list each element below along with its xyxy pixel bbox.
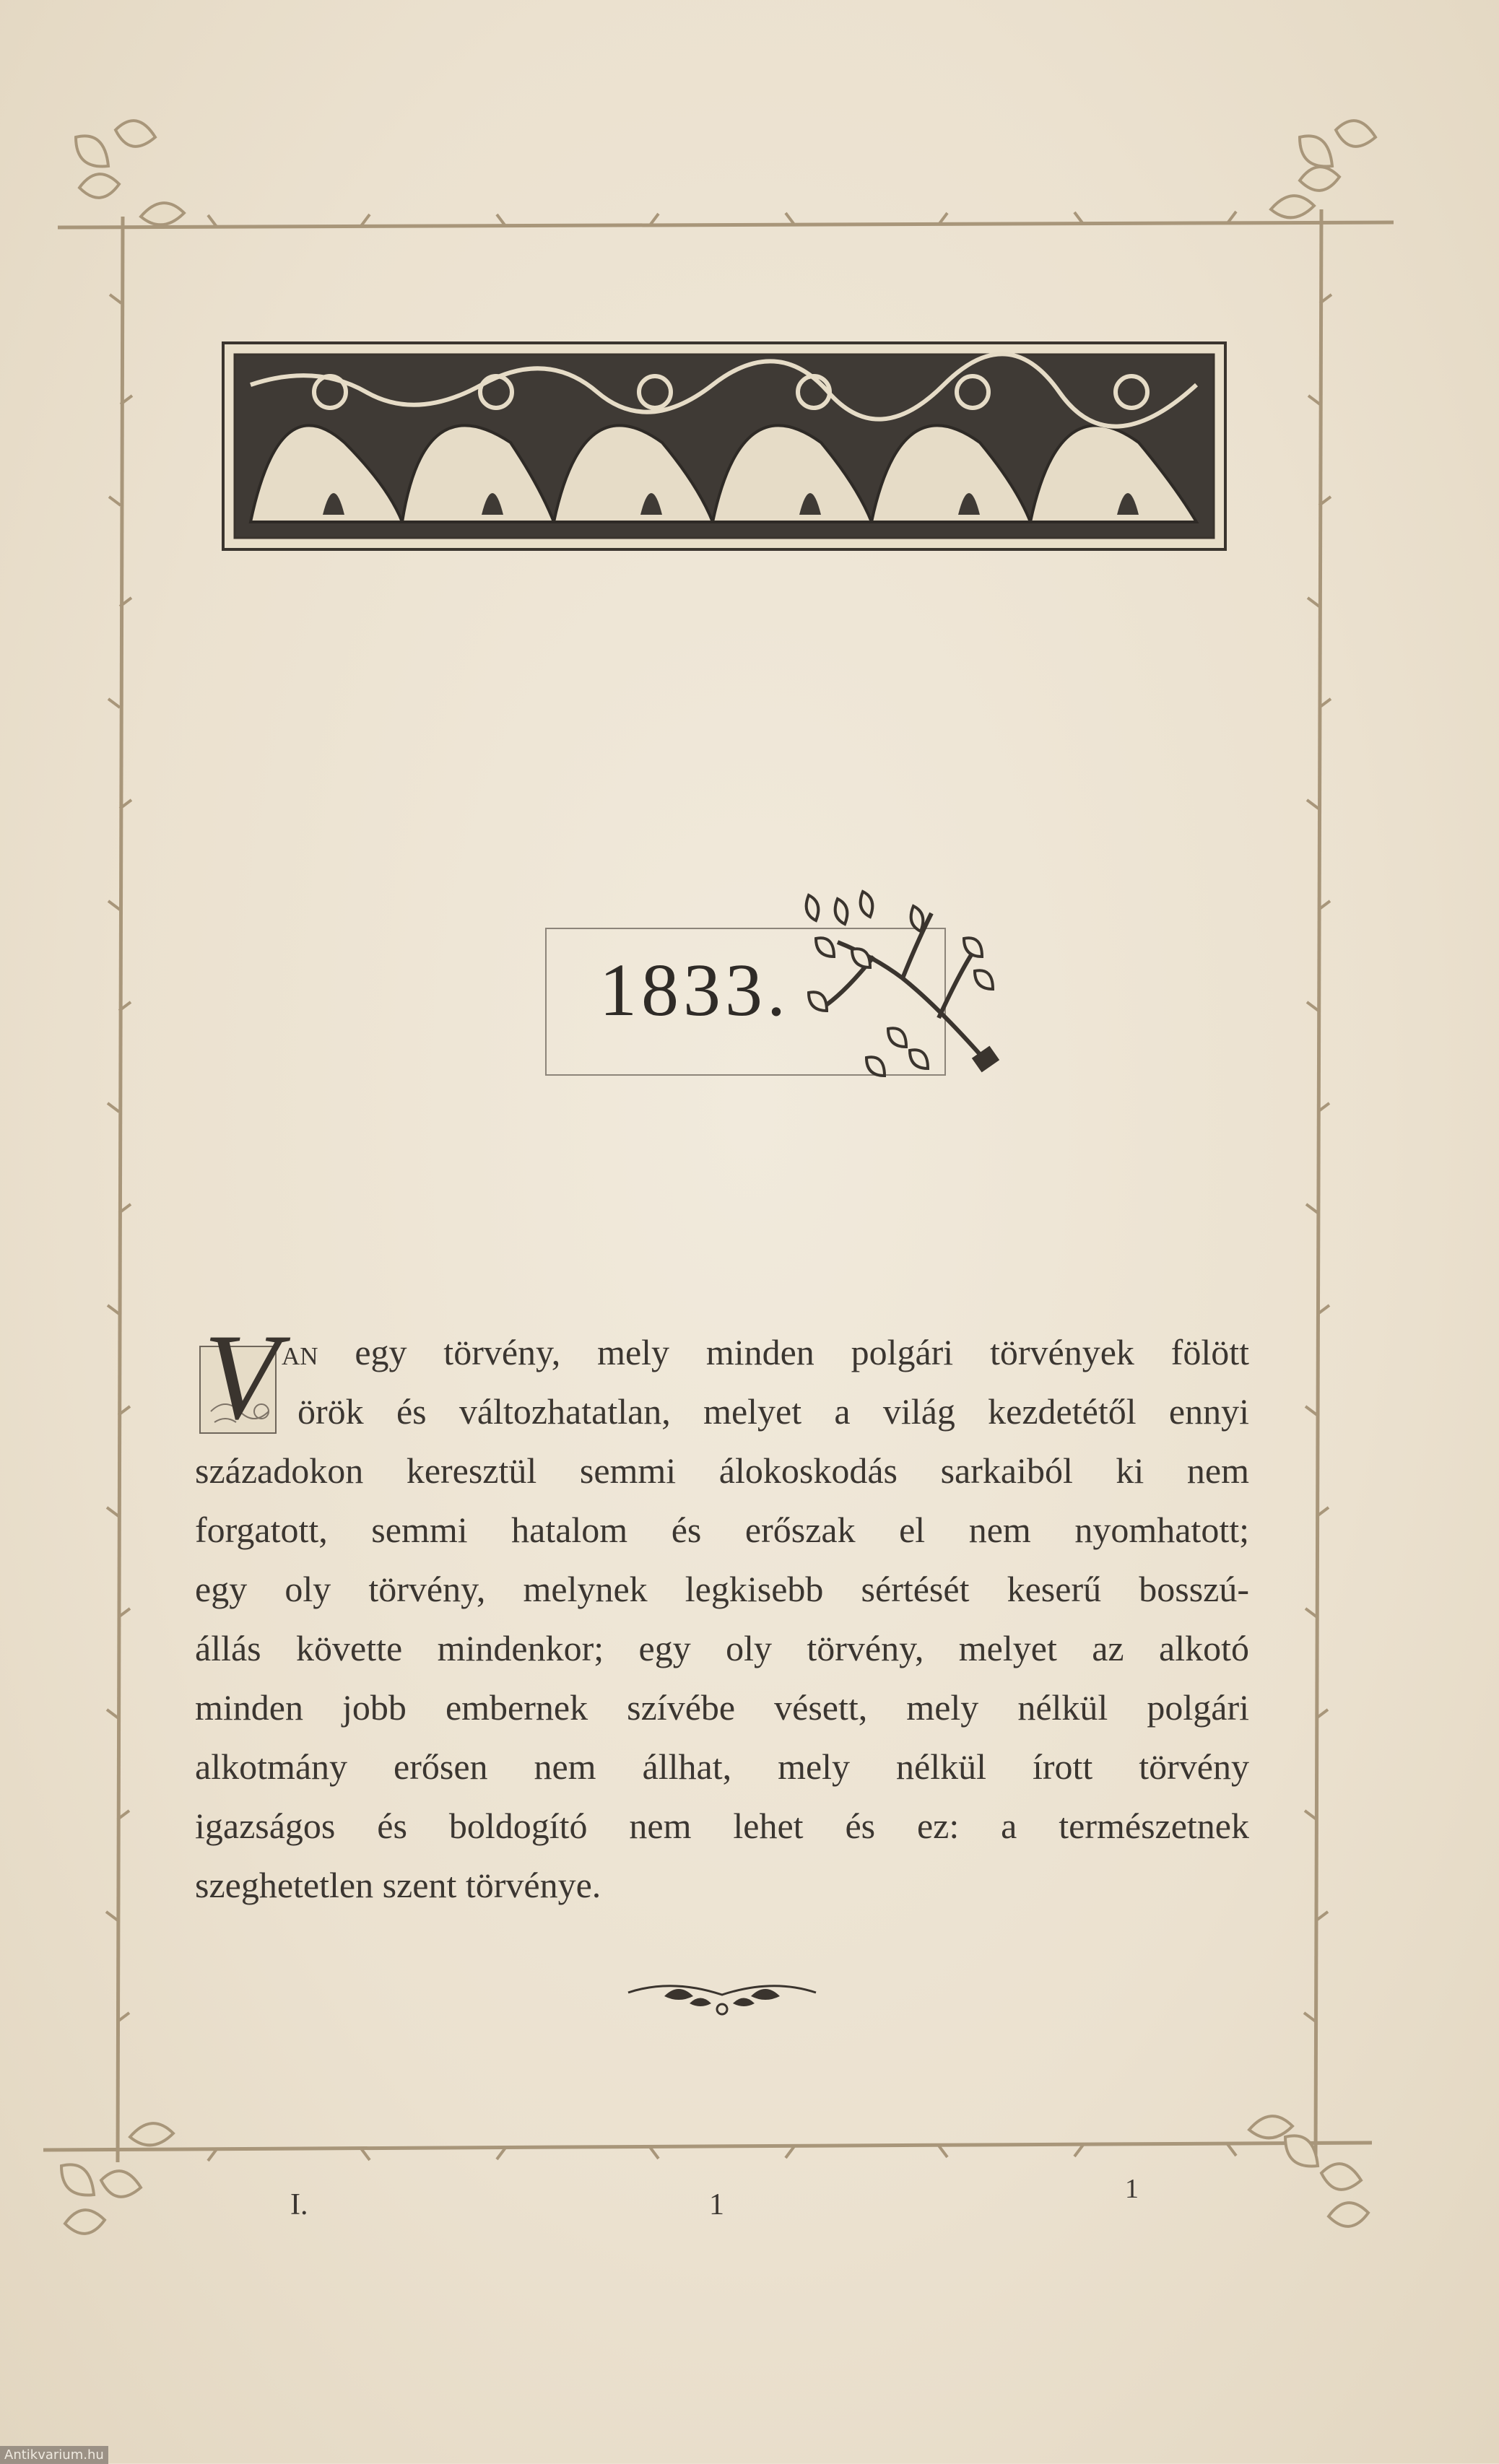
text-line-6: állás követte mindenkor; egy oly törvény, melyet az alkotó <box>195 1628 1249 1668</box>
text-line-10: szeghetetlen szent törvénye. <box>195 1865 601 1905</box>
page-number: 1 <box>1125 2174 1139 2204</box>
text-line-4: forgatott, semmi hatalom és erőszak el nem nyomhatott; <box>195 1510 1249 1550</box>
signature-mark: I. <box>290 2188 308 2221</box>
text-line-3: századokon keresztül semmi álokoskodás sarkaiból ki nem <box>195 1450 1249 1491</box>
ornamental-banner <box>222 341 1227 551</box>
text-line-1-rest: egy törvény, mely minden polgári törvények fölött <box>318 1332 1249 1372</box>
first-word-smallcaps: an <box>282 1332 318 1372</box>
text-line-7: minden jobb embernek szívébe vésett, mely nélkül polgári <box>195 1687 1249 1728</box>
text-line-1 <box>195 1323 1249 1382</box>
year-heading: 1833. <box>599 949 790 1032</box>
watermark: Antikvarium.hu <box>0 2446 108 2464</box>
end-ornament <box>621 1967 823 2021</box>
text-line-9: igazságos és boldogító nem lehet és ez: a természetnek <box>195 1806 1249 1846</box>
initial-letter: V <box>204 1309 279 1445</box>
text-line-8: alkotmány erősen nem állhat, mely nélkül írott törvény <box>195 1746 1249 1787</box>
text-line-2: örök és változhatatlan, melyet a világ kezdetétől ennyi <box>297 1391 1249 1432</box>
main-paragraph <box>195 1323 1249 1915</box>
branch-ornament <box>794 884 1004 1079</box>
sheet-number: 1 <box>709 2188 724 2221</box>
text-line-5: egy oly törvény, melynek legkisebb sértését keserű bosszú- <box>195 1569 1249 1609</box>
